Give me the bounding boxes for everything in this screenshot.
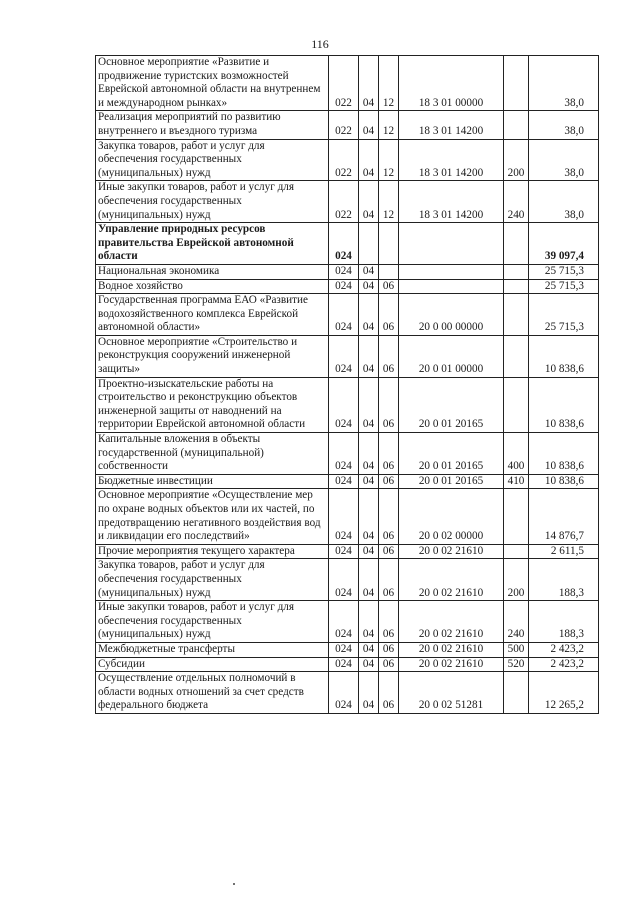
- row-section-code: 04: [359, 264, 379, 279]
- row-name: Прочие мероприятия текущего характера: [96, 544, 329, 559]
- row-expense-type: [504, 223, 529, 265]
- table-row: [96, 181, 599, 223]
- row-expense-type: [504, 279, 529, 294]
- row-section-code: 04: [359, 377, 379, 432]
- row-subsection-code: 06: [379, 559, 399, 601]
- row-grbs-code: 022: [329, 139, 359, 181]
- row-expense-type: [504, 544, 529, 559]
- page-number: 116: [311, 37, 329, 51]
- row-subsection-code: 06: [379, 601, 399, 643]
- row-grbs-code: 024: [329, 377, 359, 432]
- row-section-code: 04: [359, 601, 379, 643]
- row-target-article: 20 0 00 00000: [399, 294, 504, 336]
- row-section-code: 04: [359, 294, 379, 336]
- row-name: Основное мероприятие «Развитие и продвижение туристских возможностей Еврейской автономной области на внутреннем и международном рынках»: [96, 56, 329, 111]
- row-section-code: 04: [359, 433, 379, 475]
- row-subsection-code: 06: [379, 377, 399, 432]
- row-subsection-code: 06: [379, 672, 399, 714]
- row-target-article: 18 3 01 14200: [399, 181, 504, 223]
- row-amount: 39 097,4: [529, 223, 599, 265]
- budget-table: [95, 55, 599, 714]
- row-grbs-code: 024: [329, 474, 359, 489]
- row-section-code: 04: [359, 642, 379, 657]
- row-target-article: [399, 223, 504, 265]
- table-row: [96, 56, 599, 111]
- row-name: Капитальные вложения в объекты государственной (муниципальной) собственности: [96, 433, 329, 475]
- row-section-code: 04: [359, 672, 379, 714]
- table-row: [96, 377, 599, 432]
- row-expense-type: [504, 264, 529, 279]
- footer-mark: [233, 883, 235, 885]
- table-row: [96, 223, 599, 265]
- row-amount: 25 715,3: [529, 264, 599, 279]
- row-grbs-code: 024: [329, 433, 359, 475]
- row-section-code: 04: [359, 139, 379, 181]
- row-name: Национальная экономика: [96, 264, 329, 279]
- row-target-article: 20 0 02 00000: [399, 489, 504, 544]
- row-target-article: 20 0 01 20165: [399, 474, 504, 489]
- row-grbs-code: 024: [329, 335, 359, 377]
- row-section-code: [359, 223, 379, 265]
- row-amount: 10 838,6: [529, 335, 599, 377]
- row-amount: 14 876,7: [529, 489, 599, 544]
- row-expense-type: 500: [504, 642, 529, 657]
- row-name: Основное мероприятие «Строительство и реконструкция сооружений инженерной защиты»: [96, 335, 329, 377]
- row-amount: 38,0: [529, 181, 599, 223]
- row-expense-type: 200: [504, 139, 529, 181]
- row-name: Осуществление отдельных полномочий в области водных отношений за счет средств федерального бюджета: [96, 672, 329, 714]
- row-grbs-code: 024: [329, 264, 359, 279]
- row-target-article: 20 0 02 21610: [399, 559, 504, 601]
- row-grbs-code: 022: [329, 111, 359, 139]
- row-name: Государственная программа ЕАО «Развитие водохозяйственного комплекса Еврейской автономной области»: [96, 294, 329, 336]
- row-section-code: 04: [359, 559, 379, 601]
- row-expense-type: [504, 672, 529, 714]
- row-expense-type: 240: [504, 601, 529, 643]
- row-target-article: 20 0 01 20165: [399, 377, 504, 432]
- row-grbs-code: 022: [329, 181, 359, 223]
- row-expense-type: [504, 111, 529, 139]
- table-row: [96, 111, 599, 139]
- row-target-article: 20 0 02 21610: [399, 544, 504, 559]
- budget-table-body: [96, 56, 599, 714]
- row-section-code: 04: [359, 489, 379, 544]
- row-target-article: 18 3 01 00000: [399, 56, 504, 111]
- row-target-article: 20 0 02 21610: [399, 601, 504, 643]
- row-grbs-code: 024: [329, 601, 359, 643]
- row-subsection-code: 12: [379, 111, 399, 139]
- row-amount: 10 838,6: [529, 377, 599, 432]
- row-name: Субсидии: [96, 657, 329, 672]
- table-row: [96, 279, 599, 294]
- row-expense-type: 400: [504, 433, 529, 475]
- row-target-article: 20 0 01 20165: [399, 433, 504, 475]
- row-subsection-code: 12: [379, 181, 399, 223]
- row-amount: 12 265,2: [529, 672, 599, 714]
- row-grbs-code: 024: [329, 544, 359, 559]
- table-row: [96, 294, 599, 336]
- row-amount: 25 715,3: [529, 294, 599, 336]
- row-section-code: 04: [359, 111, 379, 139]
- table-row: [96, 642, 599, 657]
- row-name: Основное мероприятие «Осуществление мер по охране водных объектов или их частей, по предотвращению негативного воздействия вод и ликвидации его последствий»: [96, 489, 329, 544]
- table-row: [96, 264, 599, 279]
- row-name: Иные закупки товаров, работ и услуг для обеспечения государственных (муниципальных) нужд: [96, 181, 329, 223]
- row-name: Управление природных ресурсов правительства Еврейской автономной области: [96, 223, 329, 265]
- row-expense-type: 200: [504, 559, 529, 601]
- row-expense-type: [504, 377, 529, 432]
- row-target-article: [399, 264, 504, 279]
- row-grbs-code: 024: [329, 294, 359, 336]
- row-subsection-code: 06: [379, 657, 399, 672]
- table-row: [96, 139, 599, 181]
- row-grbs-code: 024: [329, 657, 359, 672]
- row-name: Иные закупки товаров, работ и услуг для обеспечения государственных (муниципальных) нужд: [96, 601, 329, 643]
- row-name: Реализация мероприятий по развитию внутреннего и въездного туризма: [96, 111, 329, 139]
- row-subsection-code: 12: [379, 139, 399, 181]
- row-section-code: 04: [359, 335, 379, 377]
- row-section-code: 04: [359, 181, 379, 223]
- row-amount: 2 423,2: [529, 657, 599, 672]
- row-grbs-code: 024: [329, 559, 359, 601]
- row-expense-type: [504, 489, 529, 544]
- row-section-code: 04: [359, 56, 379, 111]
- row-amount: 38,0: [529, 111, 599, 139]
- row-subsection-code: 06: [379, 544, 399, 559]
- row-expense-type: [504, 294, 529, 336]
- table-row: [96, 672, 599, 714]
- row-target-article: [399, 279, 504, 294]
- row-amount: 2 611,5: [529, 544, 599, 559]
- row-expense-type: 520: [504, 657, 529, 672]
- row-name: Закупка товаров, работ и услуг для обеспечения государственных (муниципальных) нужд: [96, 139, 329, 181]
- row-subsection-code: [379, 264, 399, 279]
- row-grbs-code: 024: [329, 672, 359, 714]
- row-expense-type: [504, 56, 529, 111]
- row-subsection-code: 06: [379, 279, 399, 294]
- row-subsection-code: [379, 223, 399, 265]
- row-amount: 10 838,6: [529, 433, 599, 475]
- row-amount: 188,3: [529, 559, 599, 601]
- row-amount: 2 423,2: [529, 642, 599, 657]
- table-row: [96, 544, 599, 559]
- row-grbs-code: 024: [329, 642, 359, 657]
- row-name: Проектно-изыскательские работы на строительство и реконструкцию объектов инженерной защиты от наводнений на территории Еврейской автономной области: [96, 377, 329, 432]
- row-expense-type: 410: [504, 474, 529, 489]
- row-subsection-code: 06: [379, 642, 399, 657]
- table-row: [96, 474, 599, 489]
- row-name: Закупка товаров, работ и услуг для обеспечения государственных (муниципальных) нужд: [96, 559, 329, 601]
- row-target-article: 18 3 01 14200: [399, 139, 504, 181]
- row-grbs-code: 024: [329, 223, 359, 265]
- row-target-article: 20 0 01 00000: [399, 335, 504, 377]
- row-subsection-code: 12: [379, 56, 399, 111]
- row-subsection-code: 06: [379, 294, 399, 336]
- row-amount: 38,0: [529, 139, 599, 181]
- table-row: [96, 601, 599, 643]
- table-row: [96, 489, 599, 544]
- row-subsection-code: 06: [379, 433, 399, 475]
- row-grbs-code: 022: [329, 56, 359, 111]
- row-grbs-code: 024: [329, 489, 359, 544]
- row-section-code: 04: [359, 474, 379, 489]
- row-section-code: 04: [359, 544, 379, 559]
- row-expense-type: 240: [504, 181, 529, 223]
- table-row: [96, 433, 599, 475]
- table-row: [96, 559, 599, 601]
- row-target-article: 20 0 02 21610: [399, 657, 504, 672]
- row-section-code: 04: [359, 279, 379, 294]
- row-subsection-code: 06: [379, 474, 399, 489]
- row-target-article: 18 3 01 14200: [399, 111, 504, 139]
- row-target-article: 20 0 02 51281: [399, 672, 504, 714]
- row-grbs-code: 024: [329, 279, 359, 294]
- row-subsection-code: 06: [379, 335, 399, 377]
- row-amount: 25 715,3: [529, 279, 599, 294]
- row-name: Межбюджетные трансферты: [96, 642, 329, 657]
- row-target-article: 20 0 02 21610: [399, 642, 504, 657]
- row-expense-type: [504, 335, 529, 377]
- row-subsection-code: 06: [379, 489, 399, 544]
- table-row: [96, 657, 599, 672]
- row-section-code: 04: [359, 657, 379, 672]
- row-name: Бюджетные инвестиции: [96, 474, 329, 489]
- row-amount: 188,3: [529, 601, 599, 643]
- table-row: [96, 335, 599, 377]
- row-name: Водное хозяйство: [96, 279, 329, 294]
- row-amount: 38,0: [529, 56, 599, 111]
- row-amount: 10 838,6: [529, 474, 599, 489]
